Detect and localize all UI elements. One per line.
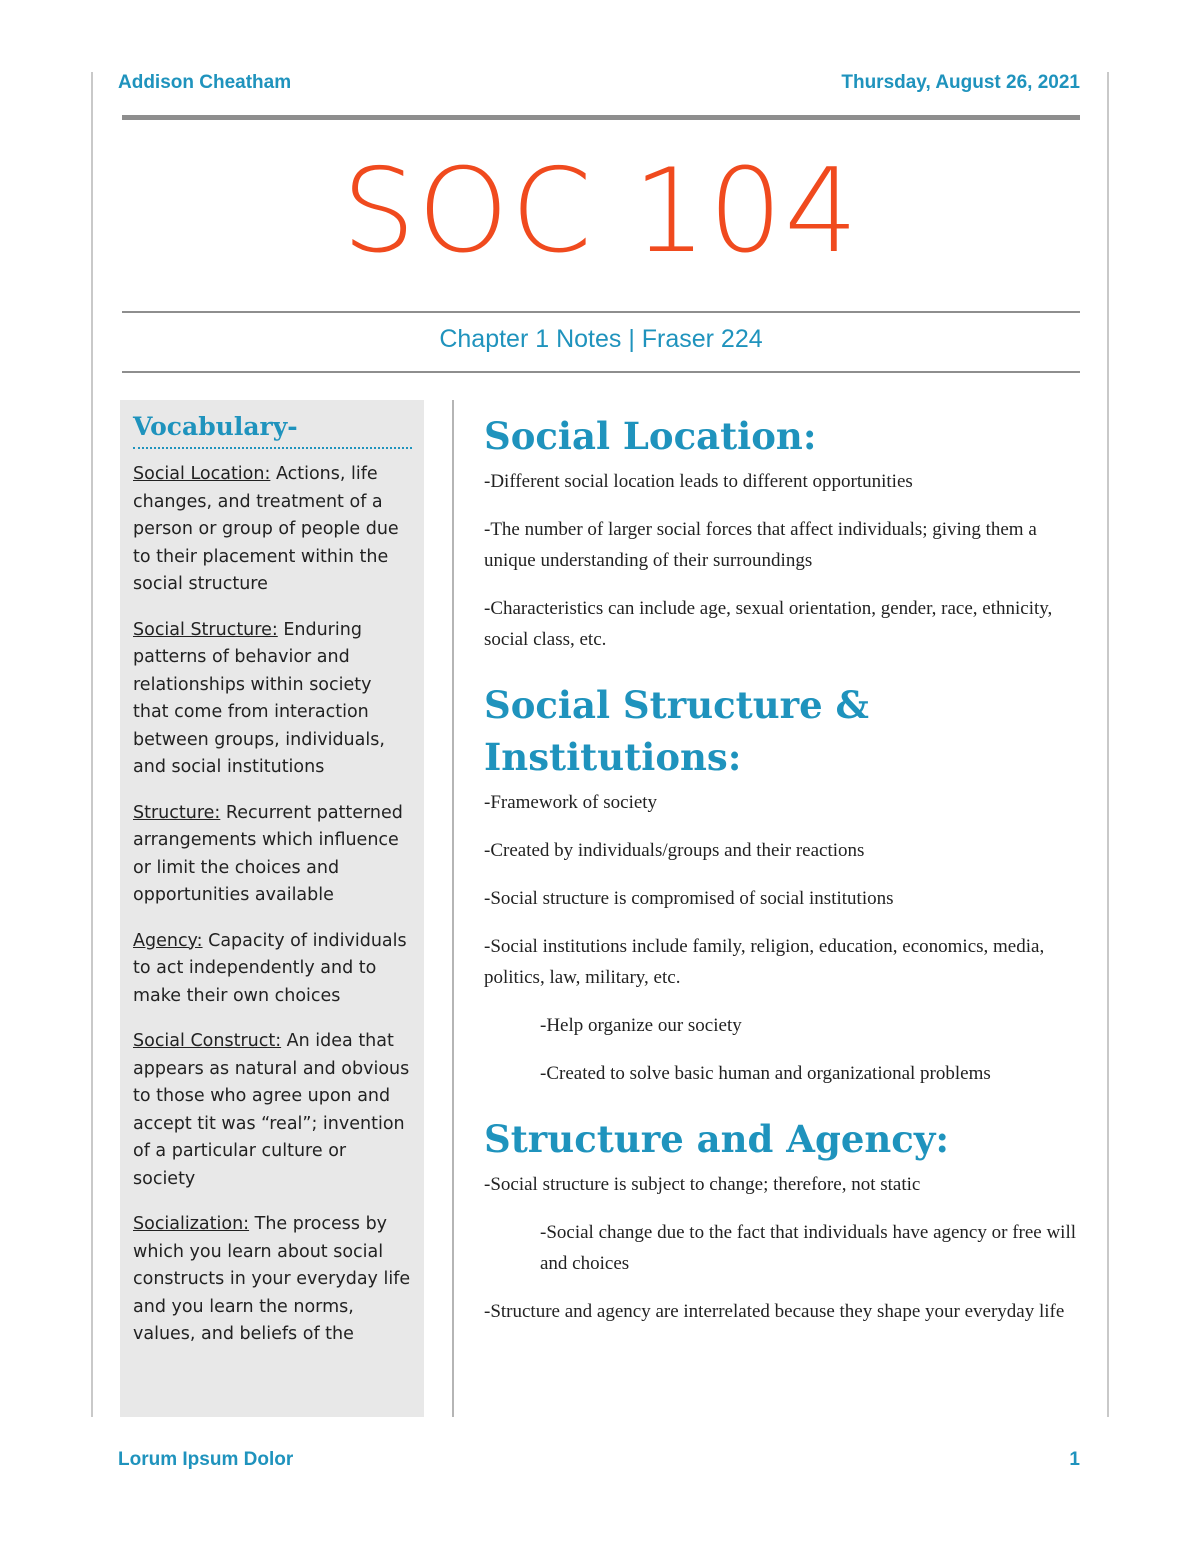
note-line: -Structure and agency are interrelated because they shape your everyday life xyxy=(484,1301,1065,1322)
page-title: SOC 104 xyxy=(341,144,861,279)
vocab-item xyxy=(133,800,412,910)
note-subline: -Help organize our society xyxy=(540,1015,742,1036)
note-subline: -Created to solve basic human and organizational problems xyxy=(540,1063,991,1084)
section-social-structure xyxy=(484,679,1084,1089)
vocab-item xyxy=(133,1028,412,1193)
vocab-definition: Recurrent patterned arrangements which influence or limit the choices and opportunities available xyxy=(133,802,403,905)
page-border-right xyxy=(1107,72,1109,1417)
vocab-definition: Actions, life changes, and treatment of a person or group of people due to their placement within the social structure xyxy=(133,464,399,594)
vocab-item xyxy=(133,1211,412,1349)
column-divider xyxy=(452,400,454,1417)
note-line: -Social institutions include family, religion, education, economics, media, politics, law, military, etc. xyxy=(484,936,1045,988)
note-line: -Social structure is subject to change; therefore, not static xyxy=(484,1174,921,1195)
section-heading: Structure and Agency: xyxy=(484,1117,949,1161)
main-notes xyxy=(484,410,1084,1351)
page-border-left xyxy=(91,72,93,1417)
note-line: -Framework of society xyxy=(484,792,658,813)
vocab-term: Social Structure: xyxy=(133,619,278,640)
header-author: Addison Cheatham xyxy=(118,72,292,93)
section-heading: Social Location: xyxy=(484,414,817,458)
vocabulary-sidebar xyxy=(120,400,424,1417)
section-heading: Social Structure & Institutions: xyxy=(484,683,869,779)
header-date: Thursday, August 26, 2021 xyxy=(841,72,1080,93)
section-social-location xyxy=(484,410,1084,655)
vocab-item xyxy=(133,928,412,1011)
vocab-definition: An idea that appears as natural and obvious to those who agree upon and accept tit was “real”; invention of a particular culture or society xyxy=(133,1031,410,1189)
note-line: -Created by individuals/groups and their reactions xyxy=(484,840,865,861)
vocab-definition: Capacity of individuals to act independently and to make their own choices xyxy=(133,930,407,1006)
section-structure-agency xyxy=(484,1113,1084,1327)
note-subline: -Social change due to the fact that individuals have agency or free will and choices xyxy=(540,1222,1077,1274)
note-line: -Social structure is compromised of social institutions xyxy=(484,888,894,909)
page-number: 1 xyxy=(1069,1449,1080,1470)
subtitle-rule xyxy=(122,371,1080,373)
vocab-term: Structure: xyxy=(133,802,221,823)
vocab-item xyxy=(133,461,412,599)
page-subtitle: Chapter 1 Notes | Fraser 224 xyxy=(439,325,763,353)
header-rule xyxy=(122,115,1080,120)
vocab-definition: Enduring patterns of behavior and relationships within society that come from interaction between groups, individuals, and social institutions xyxy=(133,619,385,777)
note-line: -The number of larger social forces that affect individuals; giving them a unique understanding of their surroundings xyxy=(484,519,1037,571)
vocab-term: Social Location: xyxy=(133,464,271,484)
vocabulary-heading: Vocabulary- xyxy=(133,412,412,449)
vocab-item xyxy=(133,617,412,782)
note-line: -Characteristics can include age, sexual orientation, gender, race, ethnicity, social class, etc. xyxy=(484,598,1053,650)
vocab-term: Social Construct: xyxy=(133,1031,282,1051)
vocab-definition: The process by which you learn about social constructs in your everyday life and you learn the norms, values, and beliefs of the xyxy=(133,1214,411,1344)
vocab-term: Agency: xyxy=(133,930,203,951)
title-rule xyxy=(122,311,1080,313)
footer-label: Lorum Ipsum Dolor xyxy=(118,1449,294,1470)
note-line: -Different social location leads to different opportunities xyxy=(484,471,913,492)
vocab-term: Socialization: xyxy=(133,1214,250,1234)
